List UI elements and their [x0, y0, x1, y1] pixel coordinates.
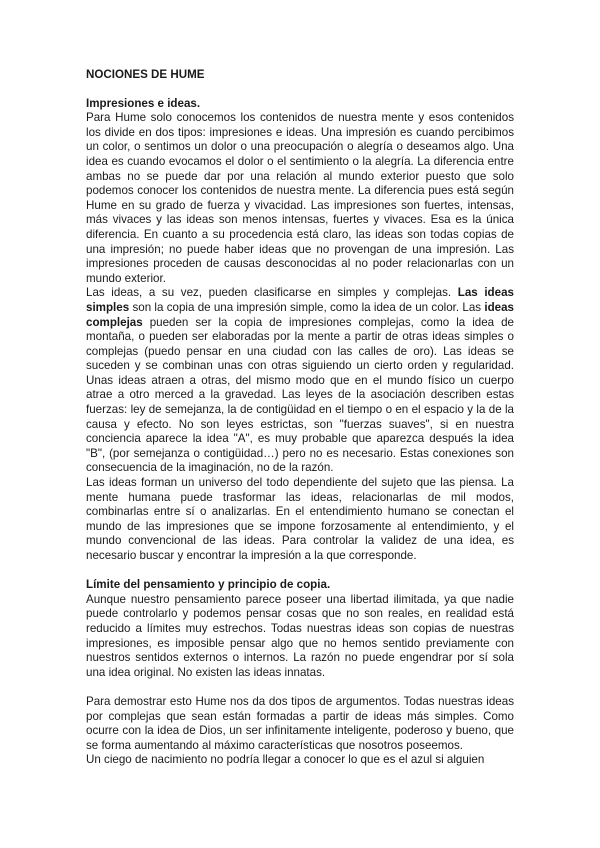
spacer: [86, 680, 514, 695]
section-heading-impresiones: Impresiones e ideas.: [86, 96, 201, 110]
section-heading-limite: Límite del pensamiento y principio de copia.: [86, 578, 331, 592]
text-run: son la copia de una impresión simple, como la idea de un color. Las: [129, 300, 485, 314]
text-run: Las ideas, a su vez, pueden clasificarse en simples y complejas.: [86, 286, 458, 300]
spacer: [86, 564, 514, 579]
paragraph-impresiones-1: Para Hume solo conocemos los contenidos de nuestra mente y esos contenidos los divide en dos tipos: impresiones e ideas. Una impresión es cuando percibimos un color, o sentimos un dolor o una preocupación o alegría o deseamos algo. Una idea es cuando evocamos el dolor o el sentimiento o la alegría. La diferencia entre ambas no se puede dar por una relación al mundo exterior puesto que solo podemos conocer los contenidos de nuestra mente. La diferencia pues está según Hume en su grado de fuerza y vivacidad. Las impresiones son fuertes, intensas, más vivaces y las ideas son menos intensas, fuertes y vivaces. Esa es la única diferencia. En cuanto a su procedencia está claro, las ideas son todas copias de una impresión; no puede haber ideas que no provengan de una impresión. Las impresiones proceden de causas desconocidas al no poder relacionarlas con un mundo exterior.: [86, 111, 514, 285]
bold-term-ideas-simples: Las ideas simples: [86, 286, 514, 314]
document-page: [86, 68, 514, 768]
paragraph-limite-2: Para demostrar esto Hume nos da dos tipos de argumentos. Todas nuestras ideas por complejas que sean están formadas a partir de ideas más simples. Como ocurre con la idea de Dios, un ser infinitamente inteligente, poderoso y bueno, que se forma aumentando al máximo características que nosotros poseemos.: [86, 694, 514, 752]
paragraph-limite-3: Un ciego de nacimiento no podría llegar a conocer lo que es el azul si alguien: [86, 753, 485, 767]
paragraph-impresiones-3: Las ideas forman un universo del todo dependiente del sujeto que las piensa. La mente humana puede trasformar las ideas, relacionarlas de mil modos, combinarlas entre sí o analizarlas. En el entendimiento humano se conectan el mundo de las impresiones que se impone forzosamente al entendimiento, y el mundo convencional de las ideas. Para controlar la validez de una idea, es necesario buscar y encontrar la impresión a la que corresponde.: [86, 476, 514, 562]
paragraph-impresiones-2: [86, 286, 514, 476]
bold-term-ideas-complejas: ideas complejas: [86, 300, 514, 329]
paragraph-limite-1: Aunque nuestro pensamiento parece poseer una libertad ilimitada, ya que nadie puede controlarlo y podemos pensar cosas que no son reales, en realidad está reducido a límites muy estrechos. Todas nuestras ideas son copias de nuestras impresiones, es imposible pensar algo que no hemos sentido previamente con nuestros sentidos externos o internos. La razón no puede engendrar por sí sola una idea original. No existen las ideas innatas.: [86, 592, 514, 679]
document-title: NOCIONES DE HUME: [86, 68, 205, 81]
text-run: pueden ser la copia de impresiones complejas, como la idea de montaña, o pueden ser elaboradas por la mente a partir de otras ideas simples o complejas (puedo pensar en una ciudad con las calles de oro). Las ideas se suceden y se combinan unas con otras siguiendo un cierto orden y regularidad. Unas ideas atraen a otras, del mismo modo que en el mundo físico un cuerpo atrae a otro merced a la gravedad. Las leyes de la asociación describen estas fuerzas: ley de semejanza, la de contigüidad en el tiempo o en el espacio y la de la causa y efecto. No son leyes estrictas, son "fuerzas suaves", si en nuestra conciencia aparece la idea "A", es muy probable que aparezca después la idea "B", (por semejanza o contigüidad…) pero no es necesario. Estas conexiones son consecuencia de la imaginación, no de la razón.: [86, 315, 514, 475]
